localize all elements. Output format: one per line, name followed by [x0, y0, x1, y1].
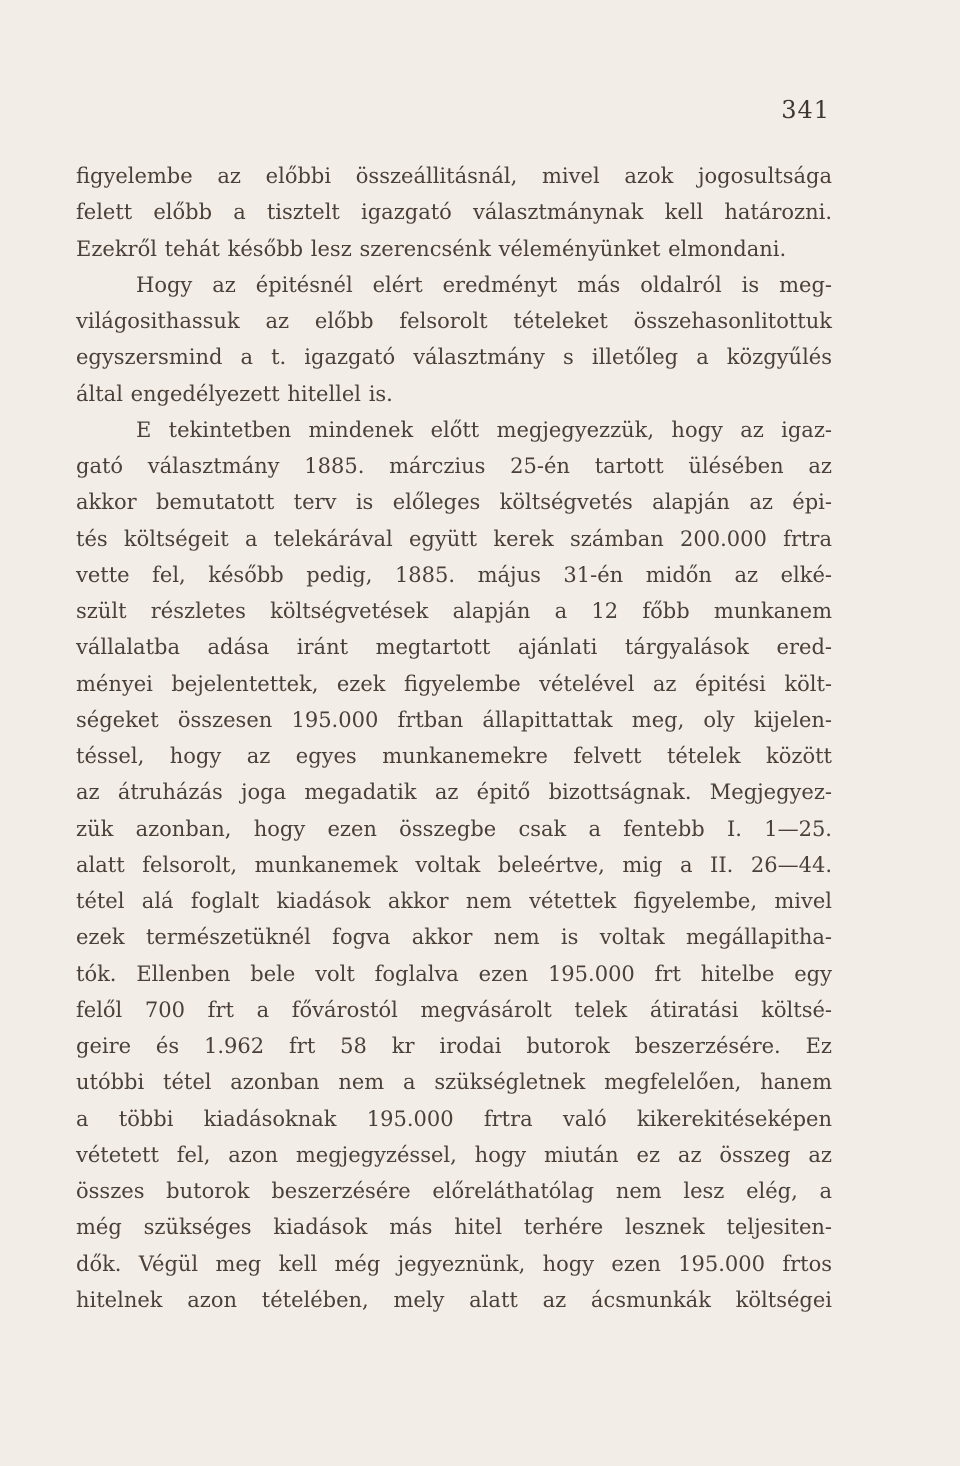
- page-number: 341: [781, 96, 830, 124]
- text-line: utóbbi tétel azonban nem a szükségletnek megfelelően, hanem: [76, 1070, 832, 1095]
- text-line: E tekintetben mindenek előtt megjegyezzük, hogy az igaz-: [136, 417, 832, 442]
- text-line: hitelnek azon tételében, mely alatt az ácsmunkák költségei: [76, 1287, 832, 1312]
- text-line: vétetett fel, azon megjegyzéssel, hogy miután ez az összeg az: [76, 1142, 832, 1167]
- text-line: a többi kiadásoknak 195.000 frtra való kikerekitéseképen: [76, 1106, 832, 1131]
- text-line: tétel alá foglalt kiadások akkor nem vétettek figyelembe, mivel: [76, 889, 832, 913]
- text-line: által engedélyezett hitellel is.: [76, 381, 393, 406]
- text-line: vette fel, később pedig, 1885. május 31-én midőn az elké-: [76, 562, 832, 587]
- text-line: ségeket összesen 195.000 frtban állapittattak meg, oly kijelen-: [76, 707, 832, 732]
- text-line: még szükséges kiadások más hitel terhére lesznek teljesiten-: [76, 1215, 832, 1240]
- text-line: vállalatba adása iránt megtartott ajánlati tárgyalások ered-: [76, 635, 832, 660]
- text-line: szült részletes költségvetések alapján a 12 főbb munkanem: [76, 599, 832, 623]
- text-line: dők. Végül meg kell még jegyeznünk, hogy ezen 195.000 frtos: [76, 1251, 832, 1276]
- text-line: téssel, hogy az egyes munkanemekre felvett tételek között: [76, 744, 832, 768]
- text-line: az átruházás joga megadatik az épitő bizottságnak. Megjegyez-: [76, 780, 832, 805]
- text-line: akkor bemutatott terv is előleges költségvetés alapján az épi-: [76, 490, 832, 515]
- text-line: ményei bejelentettek, ezek figyelembe vételével az épitési költ-: [76, 671, 832, 696]
- text-line: egyszersmind a t. igazgató választmány s illetőleg a közgyűlés: [76, 345, 832, 370]
- text-line: figyelembe az előbbi összeállitásnál, mivel azok jogosultsága: [76, 164, 832, 188]
- text-line: ezek természetüknél fogva akkor nem is voltak megállapitha-: [76, 925, 832, 950]
- text-line: gató választmány 1885. márczius 25-én tartott ülésében az: [76, 454, 832, 478]
- text-line: összes butorok beszerzésére előreláthatólag nem lesz elég, a: [76, 1179, 832, 1203]
- body-text: [76, 158, 832, 1318]
- text-line: Hogy az épitésnél elért eredményt más oldalról is meg-: [136, 272, 832, 297]
- text-line: világosithassuk az előbb felsorolt tételeket összehasonlitottuk: [76, 309, 832, 333]
- text-line: Ezekről tehát később lesz szerencsénk véleményünket elmondani.: [76, 236, 787, 261]
- text-line: alatt felsorolt, munkanemek voltak beleértve, mig a II. 26—44.: [76, 852, 832, 877]
- text-line: zük azonban, hogy ezen összegbe csak a fentebb I. 1—25.: [76, 816, 832, 841]
- text-line: tók. Ellenben bele volt foglalva ezen 195.000 frt hitelbe egy: [76, 961, 832, 986]
- text-line: felett előbb a tisztelt igazgató választmánynak kell határozni.: [76, 200, 832, 225]
- text-line: felől 700 frt a fővárostól megvásárolt telek átiratási költsé-: [76, 997, 832, 1022]
- text-line: geire és 1.962 frt 58 kr irodai butorok beszerzésére. Ez: [76, 1034, 832, 1058]
- text-line: tés költségeit a telekárával együtt kerek számban 200.000 frtra: [76, 526, 832, 551]
